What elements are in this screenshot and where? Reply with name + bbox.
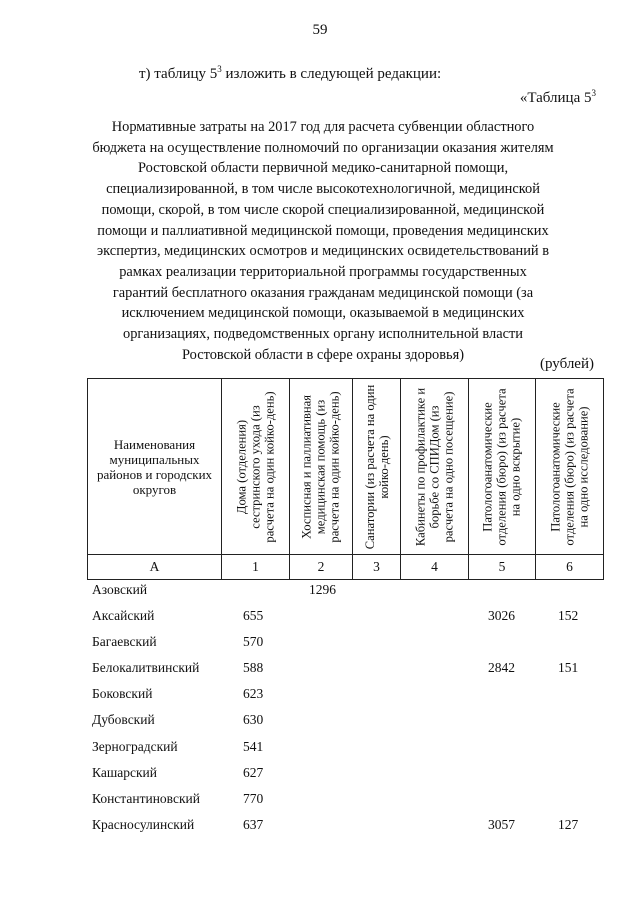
district-name: Боковский xyxy=(92,686,153,702)
table-header xyxy=(87,378,604,580)
cell-col-1: 655 xyxy=(243,608,264,624)
table-label xyxy=(520,90,596,107)
header-col-6 xyxy=(536,379,604,555)
header-col-3 xyxy=(353,379,401,555)
header-col-1-text: Дома (отделения) сестринского ухода (из расчета на один койко-день) xyxy=(234,390,277,543)
cell-col-5: 3057 xyxy=(488,816,515,832)
instruction-text: т) таблицу 5 xyxy=(139,66,218,82)
amendment-instruction xyxy=(139,66,441,83)
district-name: Дубовский xyxy=(92,712,155,728)
district-name: Багаевский xyxy=(92,634,157,650)
header-col-5-text: Патологоанатомические отделения (бюро) (из расчета на одно вскрытие) xyxy=(480,387,524,546)
header-name: Наименования муниципальных районов и городских округов xyxy=(88,379,222,555)
table-heading: Нормативные затраты на 2017 год для расчета субвенции областного бюджета на осуществление полномочий по организации оказания жителям Ростовской области первичной медико-санитарной помощи, специализированной, в том числе высокотехнологичной, медицинской помощи, скорой, в том числе скорой специализированной, медицинской помощи и паллиативной медицинской помощи, проведения медицинских экспертиз, медицинских осмотров и медицинских освидетельствований в рамках реализации территориальной программы государственных гарантий бесплатного оказания гражданам медицинской помощи (за исключением медицинской помощи, оказываемой в медицинских организациях, подведомственных органу исполнительной власти Ростовской области в сфере охраны здоровья) xyxy=(92,119,554,363)
units-label: (рублей) xyxy=(539,356,594,372)
header-col-4-text: Кабинеты по профилактике и борьбе со СПИДом (из расчета на одно посещение) xyxy=(413,387,456,546)
table-label-text: «Таблица 5 xyxy=(519,90,592,106)
cell-col-6: 152 xyxy=(558,608,579,624)
district-name: Белокалитвинский xyxy=(92,660,200,676)
page-number: 59 xyxy=(312,22,328,38)
cell-col-1: 770 xyxy=(243,790,264,806)
district-name: Азовский xyxy=(92,582,148,597)
column-number: 6 xyxy=(536,555,604,580)
cell-col-1: 627 xyxy=(243,764,264,780)
cell-col-1: 588 xyxy=(243,660,264,676)
cell-col-6: 127 xyxy=(558,816,579,832)
header-col-2-text: Хосписная и паллиативная медицинская помощь (из расчета на один койко-день) xyxy=(299,390,343,543)
column-number-row xyxy=(88,555,604,580)
cell-col-1: 570 xyxy=(243,634,264,650)
cell-col-6: 151 xyxy=(558,660,579,676)
header-col-3-text: Санатории (из расчета на один койко-день) xyxy=(362,384,391,549)
district-name: Кашарский xyxy=(92,764,157,780)
header-col-6-text: Патологоанатомические отделения (бюро) (из расчета на одно исследование) xyxy=(548,387,591,546)
cell-col-1: 623 xyxy=(243,686,264,702)
column-number: 5 xyxy=(469,555,536,580)
column-number: 4 xyxy=(401,555,469,580)
column-header-row xyxy=(88,379,604,555)
column-number: 2 xyxy=(290,555,353,580)
header-col-2 xyxy=(290,379,353,555)
cell-col-5: 3026 xyxy=(488,608,515,624)
header-col-1 xyxy=(222,379,290,555)
cell-col-5: 2842 xyxy=(488,660,515,676)
district-name: Зерноградский xyxy=(92,738,178,754)
column-number: А xyxy=(88,555,222,580)
cell-col-1: 541 xyxy=(243,738,264,754)
column-number: 3 xyxy=(353,555,401,580)
table-label-superscript: 3 xyxy=(591,88,596,98)
district-name: Аксайский xyxy=(92,608,155,624)
instruction-superscript: 3 xyxy=(217,64,222,74)
instruction-tail: изложить в следующей редакции: xyxy=(221,66,442,82)
district-name: Константиновский xyxy=(92,790,200,806)
district-name: Красносулинский xyxy=(92,816,195,832)
cell-col-1: 630 xyxy=(243,712,264,728)
header-col-5 xyxy=(469,379,536,555)
column-number: 1 xyxy=(222,555,290,580)
cell-col-1: 637 xyxy=(243,816,264,832)
cell-col-2: 1296 xyxy=(309,582,336,597)
header-col-4 xyxy=(401,379,469,555)
